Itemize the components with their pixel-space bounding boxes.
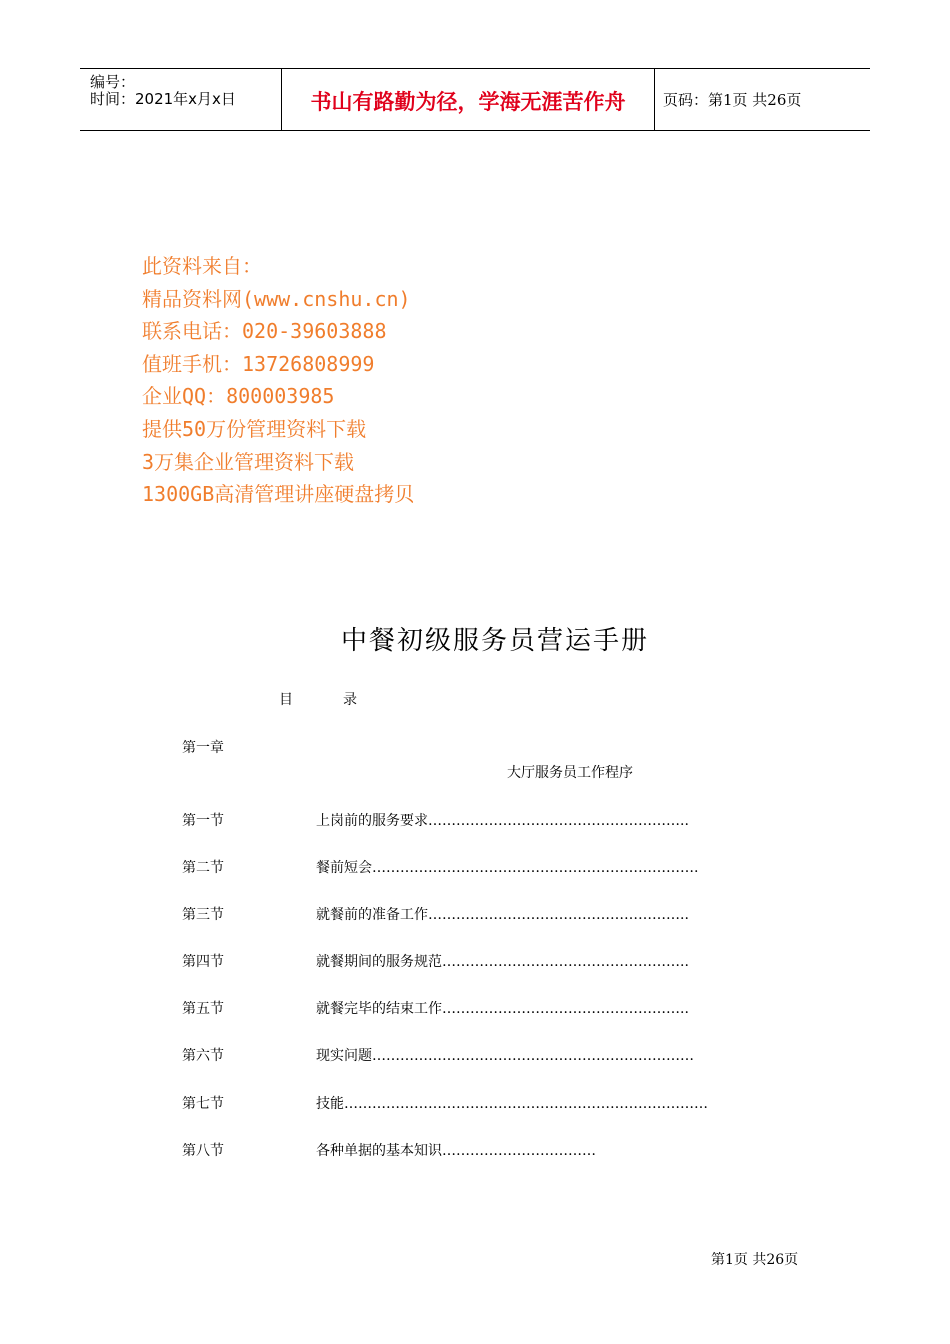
header-motto: 书山有路勤为径，学海无涯苦作舟 (310, 89, 626, 114)
toc-section-text: 各种单据的基本知识…………………………… (316, 1143, 596, 1159)
chapter-label: 第一章 (182, 740, 224, 756)
page-footer: 第1页 共26页 (711, 1252, 799, 1268)
promo-line: 值班手机：13726808999 (142, 351, 375, 376)
promo-line: 企业QQ：800003985 (142, 384, 335, 409)
toc-section-label: 第三节 (182, 907, 224, 923)
toc-heading (279, 689, 357, 709)
toc-section-label: 第八节 (182, 1143, 224, 1159)
toc-heading-char: 目 (279, 692, 293, 708)
toc-section-label: 第六节 (182, 1048, 224, 1064)
header-page-cell (655, 69, 870, 130)
promo-line: 精品资料网(www.cnshu.cn) (142, 286, 411, 311)
toc-section-label: 第一节 (182, 813, 224, 829)
toc-section-label: 第四节 (182, 954, 224, 970)
header-number-label: 编号： (90, 73, 136, 91)
toc-section-label: 第五节 (182, 1001, 224, 1017)
toc-section-text: 餐前短会……………………………………………………………. (316, 860, 699, 876)
promo-line: 3万集企业管理资料下载 (142, 449, 355, 474)
chapter-title: 大厅服务员工作程序 (507, 765, 633, 781)
toc-section-label: 第七节 (182, 1096, 224, 1112)
header-page-info: 页码：第1页 共26页 (663, 91, 802, 109)
toc-section-text: 现实问题…………………………………………………………… (316, 1048, 694, 1064)
toc-section-text: 就餐期间的服务规范…………………………………………….. (316, 954, 689, 970)
promo-line: 联系电话：020-39603888 (142, 319, 387, 344)
toc-section-label: 第二节 (182, 860, 224, 876)
header-motto-cell (282, 69, 655, 130)
toc-section-text: 就餐完毕的结束工作…………………………………………….. (316, 1001, 689, 1017)
promo-line: 提供50万份管理资料下载 (142, 416, 367, 441)
page-header (80, 68, 870, 131)
header-info-cell (80, 69, 282, 130)
document-title: 中餐初级服务员营运手册 (340, 626, 649, 656)
promo-block (142, 250, 414, 511)
promo-line: 1300GB高清管理讲座硬盘拷贝 (142, 482, 415, 507)
toc-section-text: 上岗前的服务要求……………………………………………….. (316, 813, 689, 829)
toc-heading-char: 录 (343, 692, 357, 708)
toc-section-text: 就餐前的准备工作……………………………………………….. (316, 907, 689, 923)
header-time-label: 时间：2021年x月x日 (90, 90, 236, 108)
promo-line: 此资料来自： (142, 254, 262, 278)
toc-section-text: 技能…………………………………………………………………… (316, 1096, 708, 1112)
